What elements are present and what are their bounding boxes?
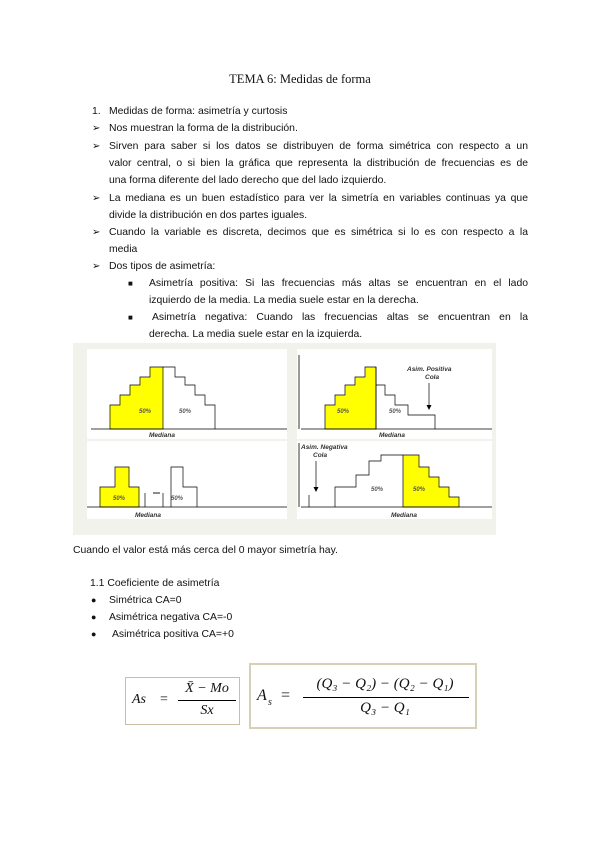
pct-label: 50% [389, 409, 402, 415]
section-number: 1. [92, 106, 101, 117]
median-label: Mediana [391, 512, 418, 519]
formula-denominator: Sx [200, 703, 214, 718]
cola-label: Cola [313, 452, 328, 459]
pct-label: 50% [113, 496, 126, 502]
arrow-bullet-icon: ➢ [92, 193, 101, 204]
median-label: Mediana [135, 512, 162, 519]
formula-lhs: As [132, 692, 146, 707]
formula-eq: = [160, 692, 168, 707]
sub-bullet-text: derecha. La media suele estar en la izquierda. [149, 329, 363, 340]
pct-label: 50% [179, 409, 192, 415]
arrow-bullet-icon: ➢ [92, 261, 101, 272]
sub-bullet-text: Asimetría positiva: Si las frecuencias más altas se encuentran en el lado [149, 278, 528, 289]
arrow-bullet-icon: ➢ [92, 227, 101, 238]
fraction-bar [178, 700, 236, 701]
square-bullet-icon: ■ [128, 313, 133, 322]
formula-numerator: X̄ − Mo [185, 681, 229, 696]
ca-item: Simétrica CA=0 [109, 595, 182, 606]
bullet-text: media [109, 244, 138, 255]
bullet-text: La mediana es un buen estadístico para ver la simetría en variables continuas ya que [109, 193, 528, 204]
bullet-text: divide la distribución en dos partes iguales. [109, 210, 308, 221]
asymmetry-figure [73, 343, 496, 535]
bullet-text: Cuando la variable es discreta, decimos que es simétrica si lo es con respecto a la [109, 227, 528, 238]
pct-label: 50% [413, 487, 426, 493]
dot-bullet-icon: ● [91, 595, 97, 605]
sub-bullet-text: izquierdo de la media. La media suele estar en la derecha. [149, 295, 419, 306]
bullet-text: valor central, o si bien la gráfica que representa la distribución de frecuencias es de [109, 158, 528, 169]
bullet-text: Nos muestran la forma de la distribución. [109, 123, 298, 134]
ca-item: Asimétrica positiva CA=+0 [112, 629, 234, 640]
median-label: Mediana [149, 432, 176, 439]
median-label: Mediana [379, 432, 406, 439]
ca-item: Asimétrica negativa CA=-0 [109, 612, 233, 623]
pct-label: 50% [139, 409, 152, 415]
subsection-heading: 1.1 Coeficiente de asimetría [90, 578, 220, 589]
skewness-formula-bowley [249, 663, 477, 729]
bullet-text: Dos tipos de asimetría: [109, 261, 216, 272]
page-title: TEMA 6: Medidas de forma [229, 72, 371, 86]
bullet-text: Sirven para saber si los datos se distribuyen de forma simétrica con respecto a un [109, 141, 528, 152]
note-text: Cuando el valor está más cerca del 0 mayor simetría hay. [73, 545, 338, 556]
asim-negativa-label: Asim. Negativa [301, 444, 348, 451]
pct-label: 50% [371, 487, 384, 493]
fraction-bar [303, 697, 469, 698]
formula-numerator: (Q₃ − Q₂) − (Q₂ − Q₁) [316, 676, 454, 692]
formula-lhs: A [257, 687, 267, 704]
asymmetry-diagrams [73, 343, 496, 535]
asim-positiva-label: Asim. Positiva [407, 366, 452, 373]
sub-bullet-text: Asimetría negativa: Cuando las frecuencias altas se encuentran en la [152, 312, 528, 323]
skewness-formula-pearson [125, 677, 240, 725]
formula-denominator: Q₃ − Q₁ [360, 700, 410, 716]
section-heading: Medidas de forma: asimetría y curtosis [109, 106, 288, 117]
formula-eq: = [281, 687, 291, 704]
square-bullet-icon: ■ [128, 279, 133, 288]
dot-bullet-icon: ● [91, 629, 97, 639]
arrow-bullet-icon: ➢ [92, 123, 101, 134]
pct-label: 50% [171, 496, 184, 502]
cola-label: Cola [425, 374, 440, 381]
dot-bullet-icon: ● [91, 612, 97, 622]
pct-label: 50% [337, 409, 350, 415]
bullet-text: una forma diferente del lado derecho que del lado izquierdo. [109, 175, 387, 186]
arrow-bullet-icon: ➢ [92, 141, 101, 152]
formula-sub: s [268, 697, 272, 708]
